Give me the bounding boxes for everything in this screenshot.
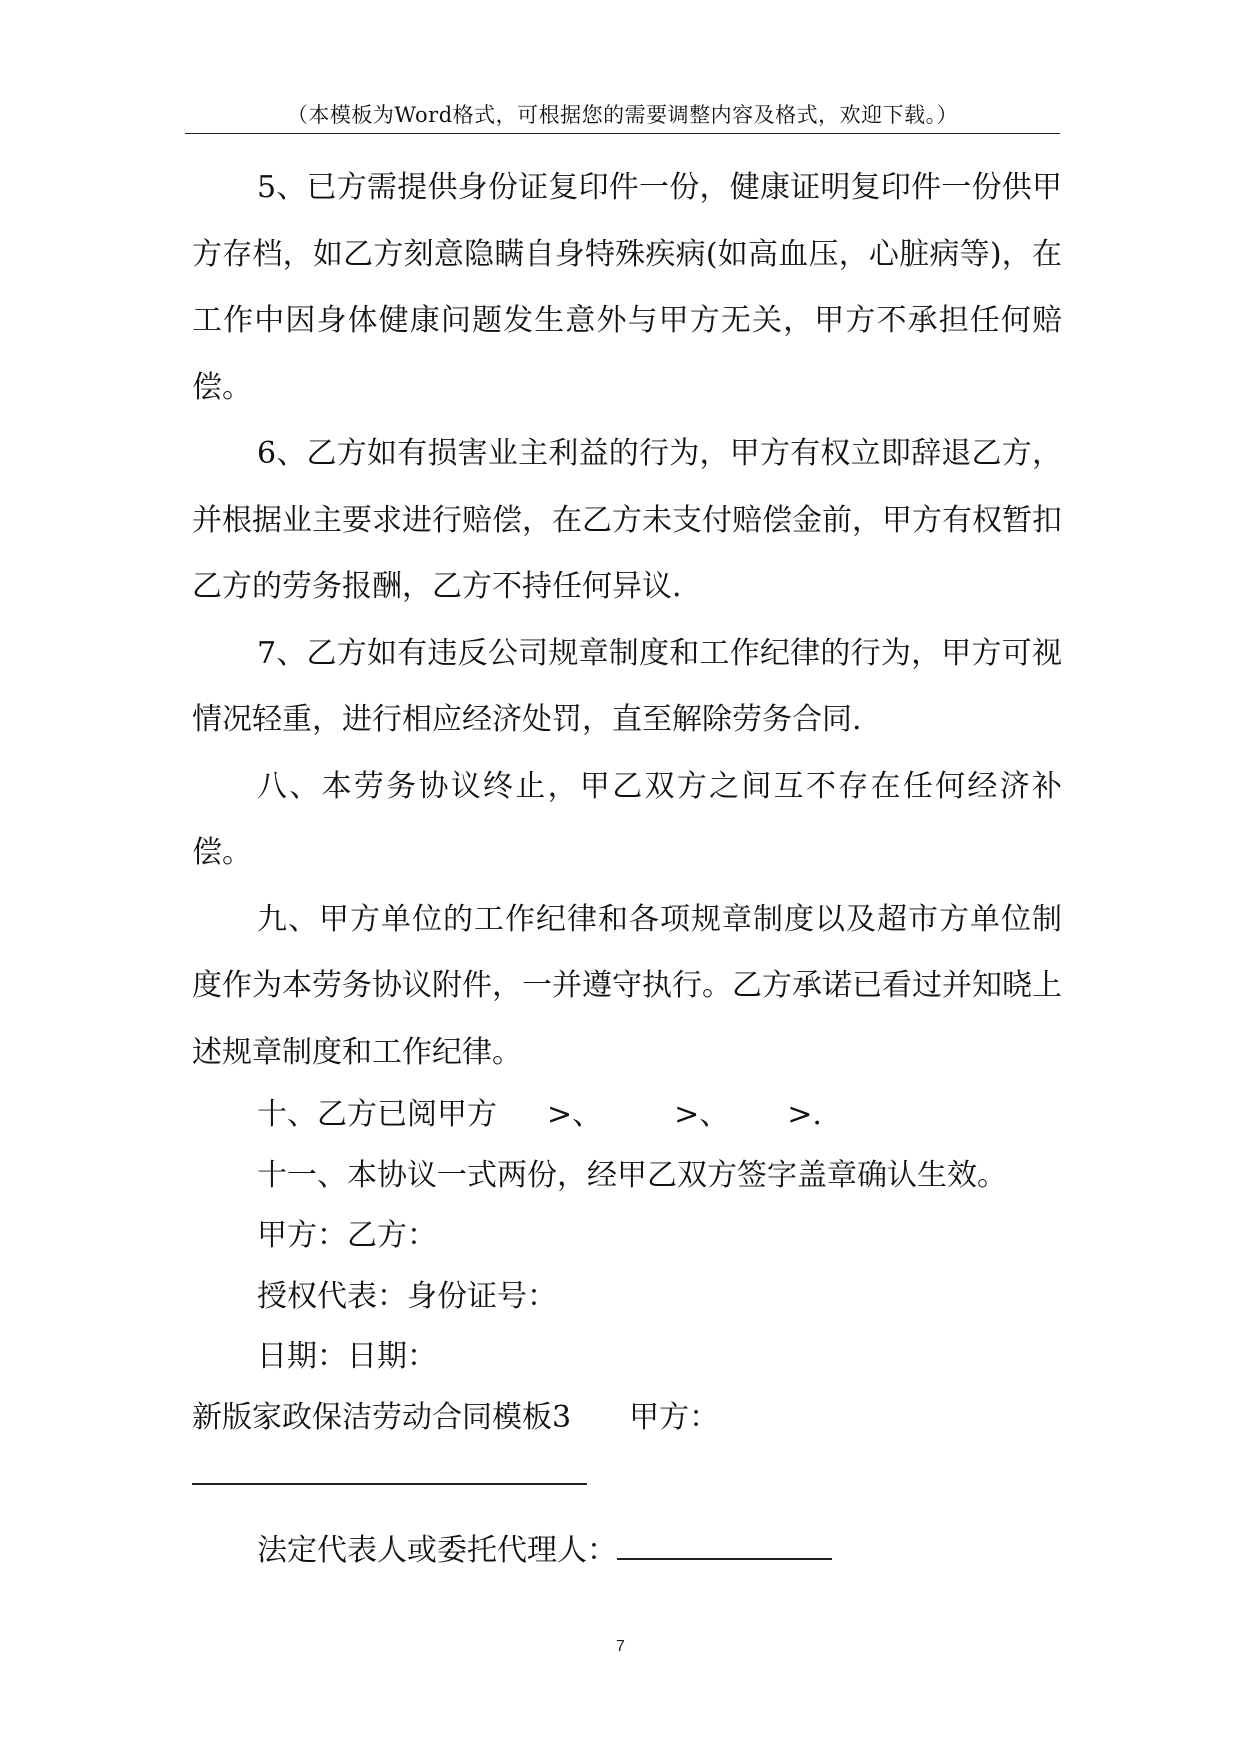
clause-10 <box>192 1082 1062 1149</box>
next-template-heading <box>192 1385 1062 1452</box>
party-a-blank-line <box>192 1443 1062 1510</box>
clause-11: 十一、本协议一式两份，经甲乙双方签字盖章确认生效。 <box>257 1157 1007 1193</box>
legal-representative-blank <box>617 1522 832 1560</box>
clause-10-mark-2: >、 <box>674 1097 730 1132</box>
next-template-party-a: 甲方： <box>629 1399 720 1435</box>
legal-representative-line <box>192 1518 1062 1585</box>
clause-10-mark-3: >. <box>787 1097 822 1132</box>
template-notice-header: （本模板为Word格式，可根据您的需要调整内容及格式，欢迎下载。） <box>286 103 959 127</box>
clause-6: 6、乙方如有损害业主利益的行为，甲方有权立即辞退乙方，并根据业主要求进行赔偿，在乙方未支付赔偿金前，甲方有权暂扣乙方的劳务报酬，乙方不持任何异议. <box>192 436 1062 604</box>
signature-parties: 甲方：乙方： <box>257 1218 437 1253</box>
clause-7: 7、乙方如有违反公司规章制度和工作纪律的行为，甲方可视情况轻重，进行相应经济处罚，直至解除劳务合同. <box>192 635 1062 737</box>
clause-9: 九、甲方单位的工作纪律和各项规章制度以及超市方单位制度作为本劳务协议附件，一并遵守执行。乙方承诺已看过并知晓上述规章制度和工作纪律。 <box>192 901 1062 1070</box>
party-a-blank <box>192 1447 587 1485</box>
next-template-title: 新版家政保洁劳动合同模板3 <box>192 1399 572 1435</box>
clause-10-text: 十、乙方已阅甲方 <box>257 1097 497 1132</box>
legal-representative-label: 法定代表人或委托代理人： <box>257 1532 617 1568</box>
document-body <box>192 155 1062 1584</box>
signature-dates: 日期：日期： <box>257 1339 437 1374</box>
clause-8: 八、本劳务协议终止，甲乙双方之间互不存在任何经济补偿。 <box>192 768 1062 870</box>
clause-10-mark-1: >、 <box>547 1097 603 1132</box>
page-number: 7 <box>616 1638 625 1655</box>
signature-representative: 授权代表：身份证号： <box>257 1278 557 1314</box>
header-divider <box>185 133 1060 134</box>
clause-5: 5、已方需提供身份证复印件一份，健康证明复印件一份供甲方存档，如乙方刻意隐瞒自身特殊疾病(如高血压，心脏病等)，在工作中因身体健康问题发生意外与甲方无关，甲方不承担任何赔偿。 <box>192 170 1062 405</box>
